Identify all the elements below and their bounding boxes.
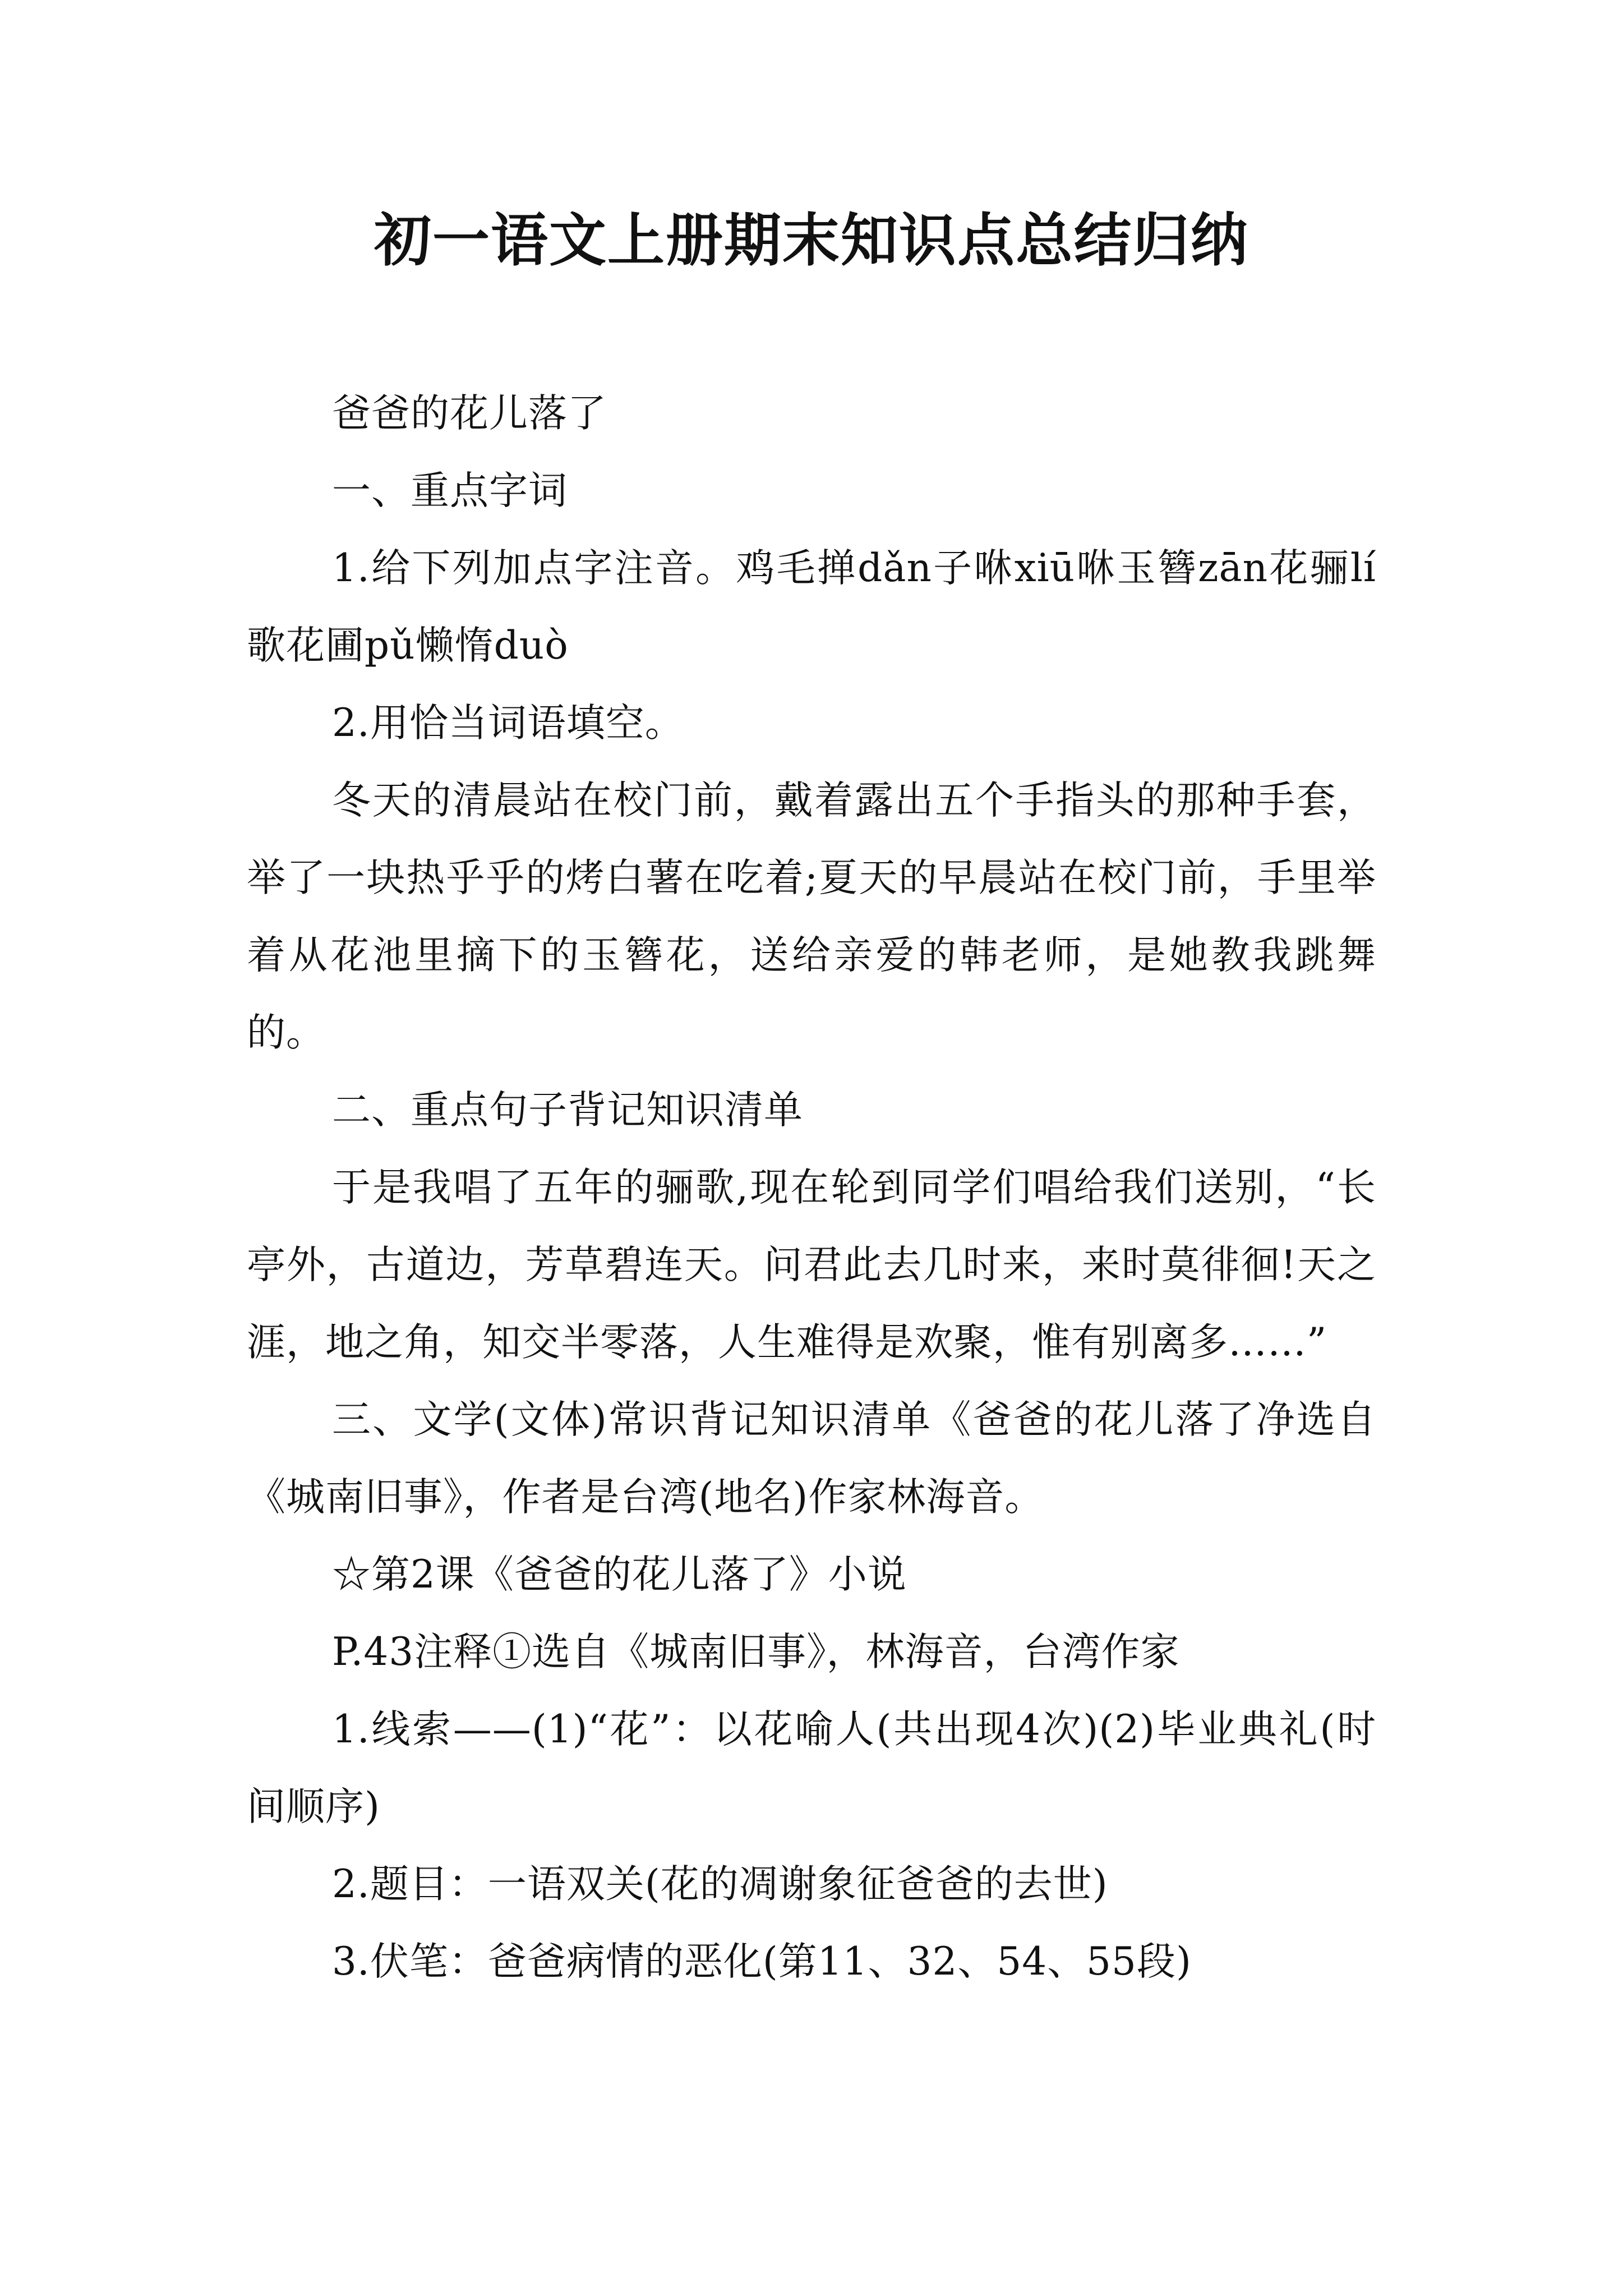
paragraph-lesson-2-heading: ☆第2课《爸爸的花儿落了》小说	[332, 1552, 907, 1597]
paragraph-clue: 1.线索——(1)“花”：以花喻人(共出现4次)(2)毕业典礼(时间顺序)	[247, 1707, 1376, 1829]
paragraph-fill-blank-text: 冬天的清晨站在校门前，戴着露出五个手指头的那种手套，举了一块热乎乎的烤白薯在吃着;夏天的早晨站在校门前，手里举着从花池里摘下的玉簪花，送给亲爱的韩老师，是她教我跳舞的。	[247, 778, 1376, 1055]
paragraph-key-sentence-quote: 于是我唱了五年的骊歌,现在轮到同学们唱给我们送别，“长亭外，古道边，芳草碧连天。问君此去几时来，来时莫徘徊!天之涯，地之角，知交半零落，人生难得是欢聚，惟有别离多……”	[247, 1165, 1376, 1365]
paragraph-literary-knowledge: 三、文学(文体)常识背记知识清单《爸爸的花儿落了净选自《城南旧事》，作者是台湾(地名)作家林海音。	[247, 1397, 1376, 1520]
paragraph-title-pun: 2.题目：一语双关(花的凋谢象征爸爸的去世)	[332, 1862, 1108, 1907]
paragraph-annotation-note: P.43注释①选自《城南旧事》，林海音，台湾作家	[332, 1630, 1180, 1674]
paragraph-pinyin-exercise: 1.给下列加点字注音。鸡毛掸dǎn子咻xiū咻玉簪zān花骊lí歌花圃pǔ懒惰duò	[247, 546, 1376, 668]
paragraph-foreshadowing: 3.伏笔：爸爸病情的恶化(第11、32、54、55段)	[332, 1939, 1192, 1984]
paragraph-lesson-title: 爸爸的花儿落了	[332, 391, 607, 436]
document-body	[247, 375, 1376, 2000]
paragraph-heading-key-words: 一、重点字词	[332, 468, 568, 513]
paragraph-fill-blank-instruction: 2.用恰当词语填空。	[332, 701, 684, 746]
page-title: 初一语文上册期末知识点总结归纳	[374, 208, 1249, 274]
paragraph-heading-key-sentences: 二、重点句子背记知识清单	[332, 1088, 803, 1133]
